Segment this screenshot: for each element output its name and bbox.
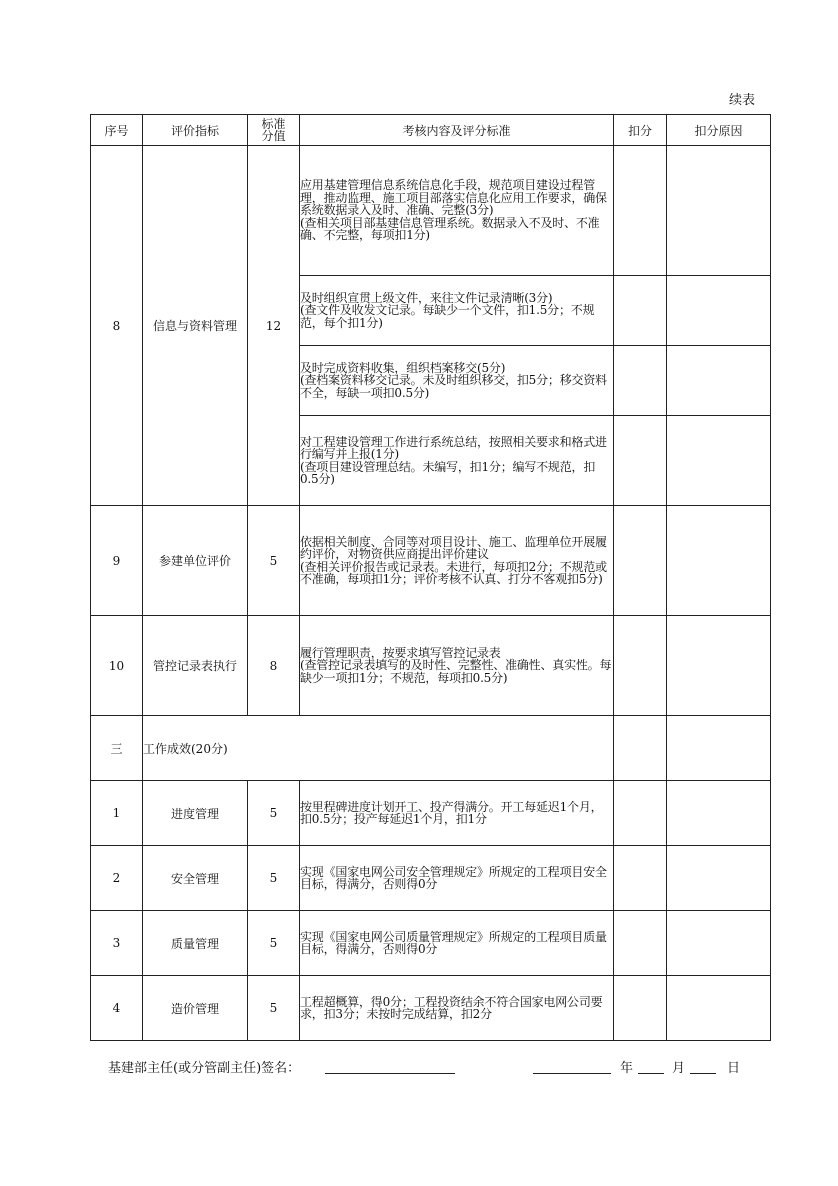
result-4-indicator: 造价管理 xyxy=(143,976,248,1041)
result-2-seq: 2 xyxy=(91,846,143,911)
day-field[interactable] xyxy=(690,1073,716,1074)
section-3-seq: 三 xyxy=(91,716,143,781)
row-8-deduction-4[interactable] xyxy=(614,416,667,506)
day-label: 日 xyxy=(727,1061,741,1076)
result-4-reason[interactable] xyxy=(667,976,771,1041)
table-row xyxy=(91,781,771,846)
signature-label: 基建部主任(或分管副主任)签名： xyxy=(108,1061,301,1076)
header-deduction-reason: 扣分原因 xyxy=(667,115,771,146)
row-8-reason-3[interactable] xyxy=(667,346,771,416)
result-1-deduction[interactable] xyxy=(614,781,667,846)
table-row xyxy=(91,616,771,716)
result-1-seq: 1 xyxy=(91,781,143,846)
continued-label: 续表 xyxy=(729,93,756,108)
row-10-criteria: 履行管理职责，按要求填写管控记录表 (查管控记录表填写的及时性、完整性、准确性、真实性。每缺少一项扣1分；不规范，每项扣0.5分) xyxy=(300,616,614,716)
row-10-reason[interactable] xyxy=(667,616,771,716)
row-9-reason[interactable] xyxy=(667,506,771,616)
result-2-indicator: 安全管理 xyxy=(143,846,248,911)
result-1-criteria: 按里程碑进度计划开工、投产得满分。开工每延迟1个月，扣0.5分；投产每延迟1个月，扣1分 xyxy=(300,781,614,846)
header-row xyxy=(91,115,771,146)
header-standard-score-text: 标准 分值 xyxy=(261,117,286,143)
header-standard-score xyxy=(248,115,300,146)
signature-field[interactable] xyxy=(325,1073,455,1074)
result-3-seq: 3 xyxy=(91,911,143,976)
row-8-deduction-3[interactable] xyxy=(614,346,667,416)
row-10-indicator: 管控记录表执行 xyxy=(143,616,248,716)
row-8-reason-2[interactable] xyxy=(667,276,771,346)
result-1-reason[interactable] xyxy=(667,781,771,846)
result-3-reason[interactable] xyxy=(667,911,771,976)
row-8-criteria-1: 应用基建管理信息系统信息化手段，规范项目建设过程管理，推动监理、施工项目部落实信息化应用工作要求，确保系统数据录入及时、准确、完整(3分) (查相关项目部基建信息管理系统。数据录入不及时、不准确、不完整，每项扣1分) xyxy=(300,146,614,276)
result-3-deduction[interactable] xyxy=(614,911,667,976)
result-2-criteria: 实现《国家电网公司安全管理规定》所规定的工程项目安全目标，得满分，否则得0分 xyxy=(300,846,614,911)
table-row xyxy=(91,911,771,976)
result-4-seq: 4 xyxy=(91,976,143,1041)
row-8-reason-4[interactable] xyxy=(667,416,771,506)
row-8-score: 12 xyxy=(248,146,300,506)
result-3-indicator: 质量管理 xyxy=(143,911,248,976)
result-3-score: 5 xyxy=(248,911,300,976)
row-8-seq: 8 xyxy=(91,146,143,506)
table-row xyxy=(91,976,771,1041)
row-8-criteria-2: 及时组织宣贯上级文件，来往文件记录清晰(3分) (查文件及收发文记录。每缺少一个文件，扣1.5分；不规范，每个扣1分) xyxy=(300,276,614,346)
row-10-seq: 10 xyxy=(91,616,143,716)
evaluation-table xyxy=(90,114,771,1041)
result-4-score: 5 xyxy=(248,976,300,1041)
header-indicator: 评价指标 xyxy=(143,115,248,146)
row-9-seq: 9 xyxy=(91,506,143,616)
section-3-deduction[interactable] xyxy=(614,716,667,781)
result-4-criteria: 工程超概算，得0分；工程投资结余不符合国家电网公司要求，扣3分；未按时完成结算，扣2分 xyxy=(300,976,614,1041)
row-9-score: 5 xyxy=(248,506,300,616)
row-9-criteria: 依据相关制度、合同等对项目设计、施工、监理单位开展履约评价，对物资供应商提出评价建议 (查相关评价报告或记录表。未进行，每项扣2分；不规范或不准确，每项扣1分；评价考核不认真、打分不客观扣5分) xyxy=(300,506,614,616)
result-4-deduction[interactable] xyxy=(614,976,667,1041)
header-seq: 序号 xyxy=(91,115,143,146)
result-1-indicator: 进度管理 xyxy=(143,781,248,846)
row-8-criteria-4: 对工程建设管理工作进行系统总结，按照相关要求和格式进行编写并上报(1分) (查项目建设管理总结。未编写，扣1分；编写不规范，扣0.5分) xyxy=(300,416,614,506)
result-2-deduction[interactable] xyxy=(614,846,667,911)
result-1-score: 5 xyxy=(248,781,300,846)
section-row xyxy=(91,716,771,781)
row-10-deduction[interactable] xyxy=(614,616,667,716)
month-field[interactable] xyxy=(638,1073,664,1074)
year-label: 年 xyxy=(620,1061,634,1076)
table-row xyxy=(91,846,771,911)
row-8-criteria-3: 及时完成资料收集，组织档案移交(5分) (查档案资料移交记录。未及时组织移交，扣5分；移交资料不全，每缺一项扣0.5分) xyxy=(300,346,614,416)
row-8-indicator: 信息与资料管理 xyxy=(143,146,248,506)
header-deduction: 扣分 xyxy=(614,115,667,146)
header-criteria: 考核内容及评分标准 xyxy=(300,115,614,146)
section-3-title: 工作成效(20分) xyxy=(143,716,614,781)
result-3-criteria: 实现《国家电网公司质量管理规定》所规定的工程项目质量目标，得满分，否则得0分 xyxy=(300,911,614,976)
result-2-score: 5 xyxy=(248,846,300,911)
row-8-deduction-1[interactable] xyxy=(614,146,667,276)
row-10-score: 8 xyxy=(248,616,300,716)
month-label: 月 xyxy=(672,1061,686,1076)
row-8-reason-1[interactable] xyxy=(667,146,771,276)
row-8-deduction-2[interactable] xyxy=(614,276,667,346)
table-row xyxy=(91,506,771,616)
table-row xyxy=(91,146,771,276)
result-2-reason[interactable] xyxy=(667,846,771,911)
row-9-indicator: 参建单位评价 xyxy=(143,506,248,616)
row-9-deduction[interactable] xyxy=(614,506,667,616)
year-field[interactable] xyxy=(533,1073,611,1074)
section-3-reason[interactable] xyxy=(667,716,771,781)
